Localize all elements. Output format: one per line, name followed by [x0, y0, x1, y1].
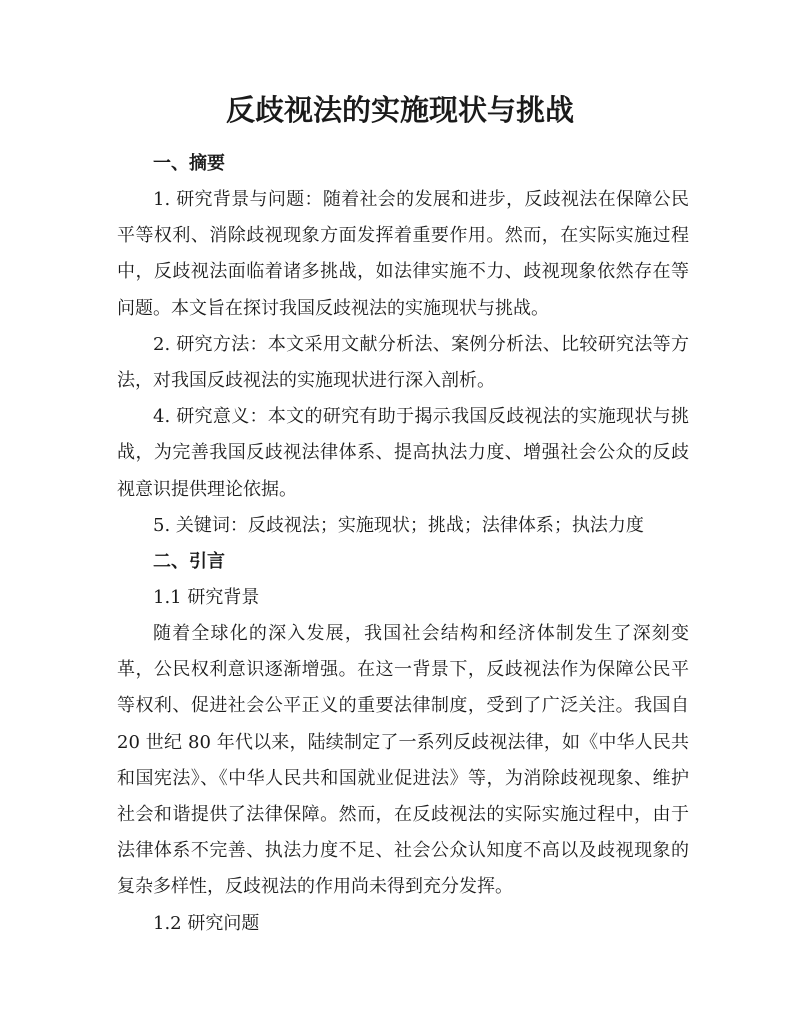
- section-heading-introduction: 二、引言: [153, 551, 225, 573]
- abstract-item-significance: 4. 研究意义：本文的研究有助于揭示我国反歧视法的实施现状与挑战，为完善我国反歧视法律体系、提高执法力度、增强社会公众的反歧视意识提供理论依据。: [117, 406, 689, 500]
- document-body: [117, 146, 689, 942]
- subsection-heading-background: 1.1 研究背景: [153, 587, 260, 609]
- abstract-item-method: 2. 研究方法：本文采用文献分析法、案例分析法、比较研究法等方法，对我国反歧视法的实施现状进行深入剖析。: [117, 333, 689, 392]
- document-title: 反歧视法的实施现状与挑战: [225, 93, 574, 127]
- section-heading-abstract: 一、摘要: [153, 153, 225, 174]
- abstract-item-background: 1. 研究背景与问题：随着社会的发展和进步，反歧视法在保障公民平等权利、消除歧视现象方面发挥着重要作用。然而，在实际实施过程中，反歧视法面临着诸多挑战，如法律实施不力、歧视现象依然存在等问题。本文旨在探讨我国反歧视法的实施现状与挑战。: [117, 189, 689, 319]
- intro-paragraph-background: 随着全球化的深入发展，我国社会结构和经济体制发生了深刻变革，公民权利意识逐渐增强。在这一背景下，反歧视法作为保障公民平等权利、促进社会公平正义的重要法律制度，受到了广泛关注。我国自 20 世纪 80 年代以来，陆续制定了一系列反歧视法律，如《中华人民共和国宪法》、《中华人民共和国就业促进法》等，为消除歧视现象、维护社会和谐提供了法律保障。然而，在反歧视法的实际实施过程中，由于法律体系不完善、执法力度不足、社会公众认知度不高以及歧视现象的复杂多样性，反歧视法的作用尚未得到充分发挥。: [117, 623, 689, 898]
- abstract-item-keywords: 5. 关键词：反歧视法；实施现状；挑战；法律体系；执法力度: [153, 514, 644, 536]
- subsection-heading-question: 1.2 研究问题: [153, 912, 260, 934]
